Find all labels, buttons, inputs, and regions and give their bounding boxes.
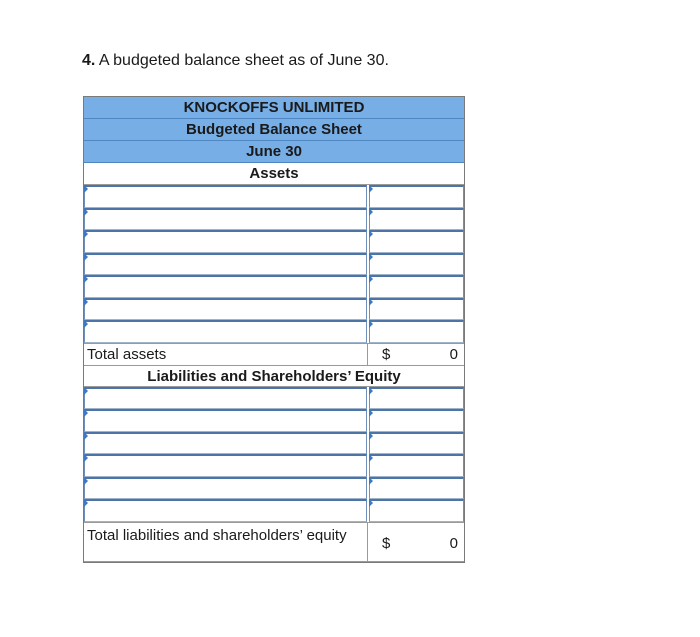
liability-entry-row xyxy=(84,454,464,477)
total-liabilities-amount xyxy=(368,523,464,561)
liability-entry-rows xyxy=(84,387,464,522)
total-assets-value: 0 xyxy=(449,345,458,363)
asset-entry-row xyxy=(84,230,464,253)
liabilities-heading: Liabilities and Shareholders’ Equity xyxy=(84,365,464,387)
asset-entry-row xyxy=(84,208,464,231)
liability-entry-label-input[interactable] xyxy=(84,432,367,455)
liability-entry-row xyxy=(84,409,464,432)
company-name: KNOCKOFFS UNLIMITED xyxy=(84,97,464,119)
liability-entry-label-input[interactable] xyxy=(84,409,367,432)
liability-entry-label-input[interactable] xyxy=(84,387,367,410)
balance-sheet-table xyxy=(83,96,465,563)
total-assets-amount xyxy=(368,344,464,365)
total-liabilities-value: 0 xyxy=(449,534,458,552)
question-text: A budgeted balance sheet as of June 30. xyxy=(98,52,389,69)
liability-entry-amount-input[interactable] xyxy=(369,409,465,432)
liability-entry-row xyxy=(84,432,464,455)
asset-entry-amount-input[interactable] xyxy=(369,230,465,253)
asset-entry-amount-input[interactable] xyxy=(369,275,465,298)
liability-entry-row xyxy=(84,387,464,410)
sheet-title: Budgeted Balance Sheet xyxy=(84,119,464,141)
asset-entry-row xyxy=(84,253,464,276)
liability-entry-label-input[interactable] xyxy=(84,477,367,500)
liability-entry-row xyxy=(84,499,464,522)
liability-entry-amount-input[interactable] xyxy=(369,454,465,477)
question-number: 4. xyxy=(82,52,96,69)
question-prompt xyxy=(82,52,389,70)
asset-entry-amount-input[interactable] xyxy=(369,320,465,343)
asset-entry-amount-input[interactable] xyxy=(369,185,465,208)
liability-entry-label-input[interactable] xyxy=(84,499,367,522)
total-assets-label: Total assets xyxy=(84,344,368,365)
asset-entry-amount-input[interactable] xyxy=(369,253,465,276)
asset-entry-rows xyxy=(84,185,464,343)
asset-entry-label-input[interactable] xyxy=(84,185,367,208)
liability-entry-amount-input[interactable] xyxy=(369,387,465,410)
total-liabilities-row xyxy=(84,522,464,562)
asset-entry-amount-input[interactable] xyxy=(369,208,465,231)
asset-entry-row xyxy=(84,320,464,343)
liability-entry-amount-input[interactable] xyxy=(369,499,465,522)
dollar-sign: $ xyxy=(382,534,391,552)
liability-entry-amount-input[interactable] xyxy=(369,477,465,500)
asset-entry-row xyxy=(84,275,464,298)
sheet-date: June 30 xyxy=(84,141,464,163)
liability-entry-amount-input[interactable] xyxy=(369,432,465,455)
asset-entry-row xyxy=(84,185,464,208)
asset-entry-amount-input[interactable] xyxy=(369,298,465,321)
dollar-sign: $ xyxy=(382,345,391,363)
assets-heading: Assets xyxy=(84,163,464,185)
asset-entry-label-input[interactable] xyxy=(84,253,367,276)
asset-entry-label-input[interactable] xyxy=(84,275,367,298)
asset-entry-label-input[interactable] xyxy=(84,320,367,343)
total-liabilities-label: Total liabilities and shareholders’ equity xyxy=(84,523,368,561)
asset-entry-label-input[interactable] xyxy=(84,230,367,253)
liability-entry-row xyxy=(84,477,464,500)
liability-entry-label-input[interactable] xyxy=(84,454,367,477)
asset-entry-label-input[interactable] xyxy=(84,208,367,231)
total-assets-row xyxy=(84,343,464,365)
asset-entry-label-input[interactable] xyxy=(84,298,367,321)
asset-entry-row xyxy=(84,298,464,321)
